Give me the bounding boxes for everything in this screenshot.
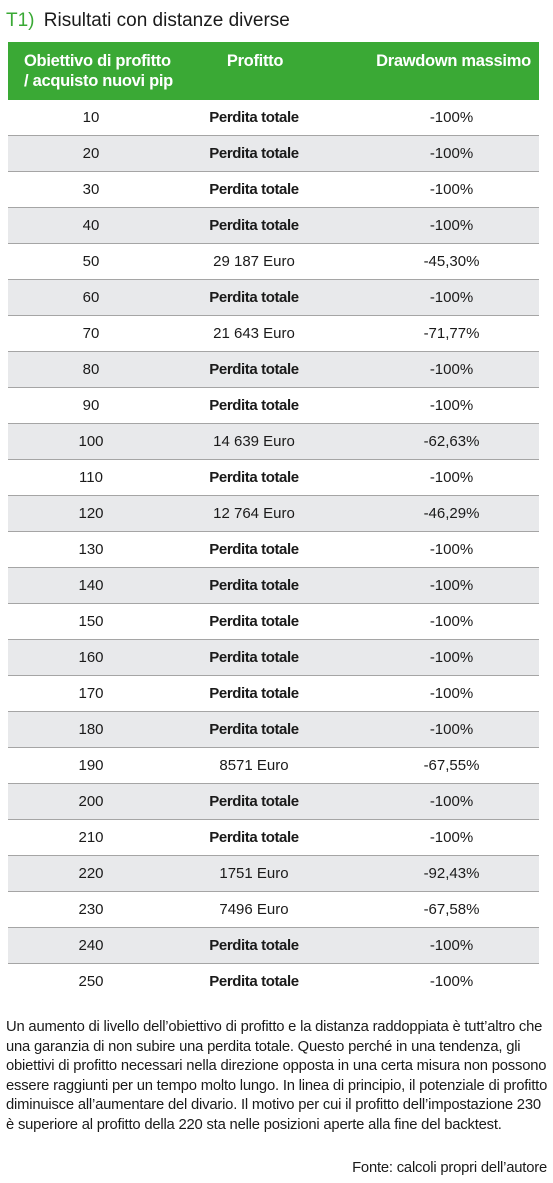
table-title-text: Risultati con distanze diverse (43, 10, 290, 31)
cell-objective: 50 (8, 244, 174, 280)
table-row (8, 388, 539, 424)
header-drawdown-label: Drawdown massimo (376, 52, 531, 70)
cell-profit: Perdita totale (174, 352, 360, 388)
cell-profit: Perdita totale (174, 640, 360, 676)
results-table (8, 42, 539, 999)
cell-objective: 230 (8, 892, 174, 928)
cell-objective: 120 (8, 496, 174, 532)
table-row (8, 712, 539, 748)
table-row (8, 460, 539, 496)
cell-profit: 7496 Euro (174, 892, 360, 928)
cell-drawdown: -71,77% (360, 316, 539, 352)
footnote-text: Un aumento di livello dell’obiettivo di profitto e la distanza raddoppiata è tutt’altro che una garanzia di non subire una perdita totale. Questo perché in una tendenza, gli obiettivi di profitto necessari nella direzione opposta in una certa misura non possono essere raggiunti per un tempo molto lungo. In linea di principio, il potenziale di profitto diminuisce all’aumentare del divario. Il motivo per cui il profitto dell’impostazione 230 è superiore al profitto della 220 sta nelle posizioni aperte alla fine del backtest. (6, 1019, 548, 1133)
cell-objective: 10 (8, 100, 174, 136)
cell-drawdown: -100% (360, 532, 539, 568)
cell-objective: 80 (8, 352, 174, 388)
table-row (8, 964, 539, 1000)
cell-profit: 21 643 Euro (174, 316, 360, 352)
cell-drawdown: -100% (360, 172, 539, 208)
table-row (8, 856, 539, 892)
cell-profit: Perdita totale (209, 973, 299, 990)
cell-drawdown: -45,30% (360, 244, 539, 280)
table-row (8, 424, 539, 460)
table-row (8, 640, 539, 676)
table-row (8, 172, 539, 208)
cell-profit: Perdita totale (174, 460, 360, 496)
cell-drawdown: -100% (360, 928, 539, 964)
table-row (8, 136, 539, 172)
cell-objective: 70 (8, 316, 174, 352)
table-row (8, 784, 539, 820)
cell-objective: 170 (8, 676, 174, 712)
table-row (8, 928, 539, 964)
table-row (8, 208, 539, 244)
header-objective-line1: Obiettivo di profitto (24, 52, 171, 70)
cell-objective: 90 (8, 388, 174, 424)
header-profit (174, 42, 360, 100)
header-objective (8, 42, 174, 100)
table-title (6, 8, 290, 34)
cell-objective: 20 (8, 136, 174, 172)
cell-drawdown: -100% (360, 604, 539, 640)
cell-profit: Perdita totale (174, 820, 360, 856)
table-row (8, 532, 539, 568)
table-row (8, 100, 539, 136)
cell-drawdown: -67,55% (360, 748, 539, 784)
cell-drawdown: -100% (429, 973, 474, 990)
cell-drawdown: -100% (360, 352, 539, 388)
cell-drawdown: -100% (360, 712, 539, 748)
cell-profit: 14 639 Euro (174, 424, 360, 460)
cell-profit: Perdita totale (174, 100, 360, 136)
cell-drawdown: -100% (360, 676, 539, 712)
table-body (8, 100, 539, 999)
header-objective-line2: / acquisto nuovi pip (24, 72, 173, 90)
cell-profit: Perdita totale (174, 280, 360, 316)
cell-objective: 210 (8, 820, 174, 856)
cell-objective: 140 (8, 568, 174, 604)
cell-profit: Perdita totale (174, 136, 360, 172)
cell-drawdown: -100% (360, 568, 539, 604)
cell-objective: 30 (8, 172, 174, 208)
cell-objective: 100 (8, 424, 174, 460)
cell-drawdown: -100% (360, 460, 539, 496)
table-row (8, 604, 539, 640)
cell-drawdown: -100% (360, 208, 539, 244)
cell-profit: Perdita totale (174, 568, 360, 604)
cell-objective: 60 (8, 280, 174, 316)
cell-profit: Perdita totale (174, 712, 360, 748)
table-row (8, 316, 539, 352)
table-row (8, 892, 539, 928)
source-credit: Fonte: calcoli propri dell’autore (352, 1160, 547, 1176)
cell-drawdown: -100% (360, 100, 539, 136)
cell-profit: 29 187 Euro (174, 244, 360, 280)
cell-objective: 180 (8, 712, 174, 748)
cell-drawdown: -67,58% (360, 892, 539, 928)
cell-drawdown: -100% (360, 820, 539, 856)
cell-drawdown: -46,29% (360, 496, 539, 532)
cell-objective: 250 (78, 973, 104, 990)
cell-profit: 12 764 Euro (174, 496, 360, 532)
cell-drawdown: -92,43% (360, 856, 539, 892)
cell-objective: 150 (8, 604, 174, 640)
header-profit-label: Profitto (226, 52, 284, 70)
cell-drawdown: -100% (360, 784, 539, 820)
cell-profit: Perdita totale (174, 388, 360, 424)
header-drawdown (360, 42, 539, 100)
table-header (8, 42, 539, 100)
table-row (8, 244, 539, 280)
cell-profit: Perdita totale (174, 676, 360, 712)
cell-drawdown: -100% (360, 136, 539, 172)
cell-objective: 200 (8, 784, 174, 820)
cell-drawdown: -62,63% (360, 424, 539, 460)
cell-objective: 160 (8, 640, 174, 676)
cell-profit: Perdita totale (174, 784, 360, 820)
table-row (8, 820, 539, 856)
table-title-code: T1) (6, 10, 35, 31)
cell-profit: Perdita totale (174, 172, 360, 208)
table-row (8, 748, 539, 784)
cell-drawdown: -100% (360, 388, 539, 424)
cell-objective: 220 (8, 856, 174, 892)
cell-objective: 130 (8, 532, 174, 568)
table-row (8, 352, 539, 388)
table-row (8, 280, 539, 316)
cell-profit: 8571 Euro (174, 748, 360, 784)
table-row (8, 568, 539, 604)
cell-objective: 190 (8, 748, 174, 784)
cell-objective: 110 (8, 460, 174, 496)
table-row (8, 676, 539, 712)
table-row (8, 496, 539, 532)
cell-profit: Perdita totale (174, 928, 360, 964)
cell-profit: 1751 Euro (174, 856, 360, 892)
cell-drawdown: -100% (360, 280, 539, 316)
cell-profit: Perdita totale (174, 604, 360, 640)
cell-objective: 240 (8, 928, 174, 964)
cell-objective: 40 (8, 208, 174, 244)
cell-profit: Perdita totale (174, 532, 360, 568)
cell-drawdown: -100% (360, 640, 539, 676)
cell-profit: Perdita totale (174, 208, 360, 244)
